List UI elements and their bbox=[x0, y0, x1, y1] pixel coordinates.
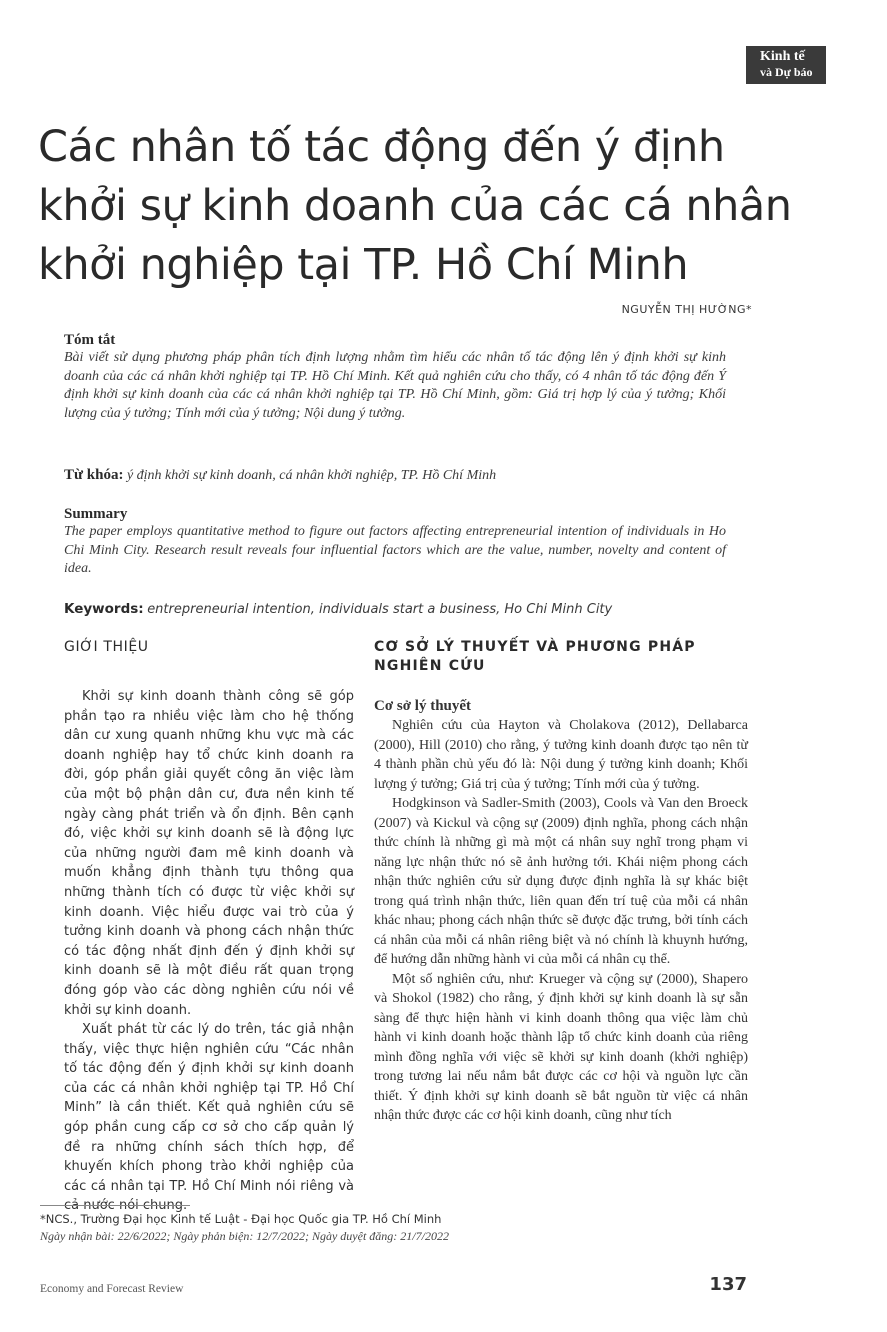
keywords-en-text: entrepreneurial intention, individuals start a business, Ho Chi Minh City bbox=[147, 602, 613, 617]
summary-heading: Summary bbox=[64, 506, 128, 522]
footnote-rule bbox=[40, 1205, 190, 1206]
left-column bbox=[64, 638, 354, 1216]
section-heading-introduction: GIỚI THIỆU bbox=[64, 639, 149, 655]
logo-line-1: Kinh tế bbox=[760, 49, 805, 64]
logo-line-2: và Dự báo bbox=[760, 65, 813, 79]
footnote bbox=[40, 1211, 740, 1245]
section-heading-theory: CƠ SỞ LÝ THUYẾT VÀ PHƯƠNG PHÁP NGHIÊN CỨU bbox=[374, 639, 696, 674]
abstract-vietnamese bbox=[64, 331, 726, 423]
author-name: NGUYỄN THỊ HƯỜNG* bbox=[621, 303, 752, 316]
theory-paragraph-3: Một số nghiên cứu, như: Krueger và cộng sự (2000), Shapero và Shokol (1982) cho rằng, ý định khởi sự kinh doanh là sự sẵn sàng để thực hiện hành vi kinh doanh thông qua việc làm chủ hành vi kinh doanh hoặc thành lập tổ chức kinh doanh của riêng mình đồng nghĩa với việc sẽ khởi sự kinh doanh (khởi nghiệp) trong tương lai nếu nắm bắt được các cơ hội và nguồn lực cần thiết. Ý định khởi sự kinh doanh sẽ bắt nguồn từ việc cá nhân nhận thức được các cơ hội kinh doanh, cũng như tích bbox=[374, 971, 748, 1123]
intro-paragraph-1: Khởi sự kinh doanh thành công sẽ góp phần tạo ra nhiều việc làm cho hệ thống dân cư xung quanh những khu vực mà các doanh nghiệp hay tổ chức kinh doanh ra đời, góp phần giải quyết công ăn việc làm của một bộ phận dân cư, đưa nền kinh tế ngày càng phát triển và ổn định. Bên cạnh đó, việc khởi sự kinh doanh sẽ là động lực của những người đam mê kinh doanh và muốn khẳng định thành tựu thông qua những thành tích có được từ việc khởi sự kinh doanh. Việc hiểu được vai trò của ý tưởng kinh doanh và phong cách nhận thức có tác động nhất định đến ý định khởi sự kinh doanh sẽ là một điều rất quan trọng đóng góp vào các dòng nghiên cứu nói về khởi sự kinh doanh. bbox=[64, 689, 354, 1018]
title-line-3: khởi nghiệp tại TP. Hồ Chí Minh bbox=[38, 240, 689, 290]
abstract-text: Bài viết sử dụng phương pháp phân tích định lượng nhằm tìm hiểu các nhân tố tác động lên ý định khởi sự kinh doanh của các cá nhân khởi nghiệp tại TP. Hồ Chí Minh. Kết quả nghiên cứu cho thấy, có 4 nhân tố tác động đến Ý định khởi sự kinh doanh của các cá nhân khởi nghiệp tại TP. Hồ Chí Minh, gồm: Giá trị hợp lý của ý tưởng; Khối lượng của ý tưởng; Tính mới của ý tưởng; Nội dung ý tưởng. bbox=[64, 350, 726, 421]
keywords-vietnamese bbox=[64, 466, 726, 485]
journal-logo bbox=[746, 46, 826, 84]
theory-paragraph-1: Nghiên cứu của Hayton và Cholakova (2012), Dellabarca (2000), Hill (2010) cho rằng, ý tưởng kinh doanh được tạo nên từ 4 thành phần chủ yếu đó là: Nội dung ý tưởng kinh doanh; Khối lượng ý tưởng; Giá trị của ý tưởng; Tính mới của ý tưởng. bbox=[374, 718, 748, 792]
abstract-heading: Tóm tắt bbox=[64, 332, 116, 348]
keywords-vi-label: Từ khóa: bbox=[64, 467, 124, 483]
subheading-theory: Cơ sở lý thuyết bbox=[374, 698, 472, 714]
article-title bbox=[38, 118, 818, 295]
keywords-vi-text: ý định khởi sự kinh doanh, cá nhân khởi nghiệp, TP. Hồ Chí Minh bbox=[126, 468, 497, 483]
submission-dates: Ngày nhận bài: 22/6/2022; Ngày phản biện: 12/7/2022; Ngày duyệt đăng: 21/7/2022 bbox=[40, 1229, 449, 1243]
keywords-english bbox=[64, 600, 726, 619]
keywords-en-label: Keywords: bbox=[64, 601, 144, 617]
title-line-1: Các nhân tố tác động đến ý định bbox=[38, 122, 725, 172]
summary-text: The paper employs quantitative method to figure out factors affecting entrepreneurial intention of individuals in Ho Chi Minh City. Research result reveals four influential factors which are the value, number, novelty and content of idea. bbox=[64, 524, 726, 576]
title-line-2: khởi sự kinh doanh của các cá nhân bbox=[38, 181, 792, 231]
journal-name-footer: Economy and Forecast Review bbox=[40, 1283, 184, 1295]
summary-english bbox=[64, 505, 726, 579]
right-column bbox=[374, 638, 748, 1126]
author-affiliation: *NCS., Trường Đại học Kinh tế Luật - Đại học Quốc gia TP. Hồ Chí Minh bbox=[40, 1212, 442, 1226]
intro-paragraph-2: Xuất phát từ các lý do trên, tác giả nhận thấy, việc thực hiện nghiên cứu “Các nhân tố tác động đến ý định khởi sự kinh doanh của các cá nhân khởi nghiệp tại TP. Hồ Chí Minh” là cần thiết. Kết quả nghiên cứu sẽ góp phần cung cấp cơ sở cho cấp quản lý đề ra những chính sách thích hợp, để khuyến khích phong trào khởi nghiệp của các cá nhân tại TP. Hồ Chí Minh nói riêng và cả nước nói chung. bbox=[64, 1022, 354, 1214]
page-number: 137 bbox=[709, 1274, 747, 1295]
theory-paragraph-2: Hodgkinson và Sadler-Smith (2003), Cools và Van den Broeck (2007) và Kickul và cộng sự (2009) định nghĩa, phong cách nhận thức chính là những gì mà một cá nhân suy nghĩ trong phạm vi năng lực nhận thức nó sẽ ảnh hưởng tới. Khái niệm phong cách nhận thức nghiên cứu sử dụng được định nghĩa là sự khác biệt trong quá trình nhận thức, liên quan đến trí tuệ của mỗi cá nhân khác nhau; phong cách nhận thức sẽ được đặc trưng, bởi tính cách cá nhân của mỗi cá nhân riêng biệt và nó chính là khuynh hướng, để hướng dẫn những hành vi của mỗi cá nhân cụ thể. bbox=[374, 796, 748, 967]
